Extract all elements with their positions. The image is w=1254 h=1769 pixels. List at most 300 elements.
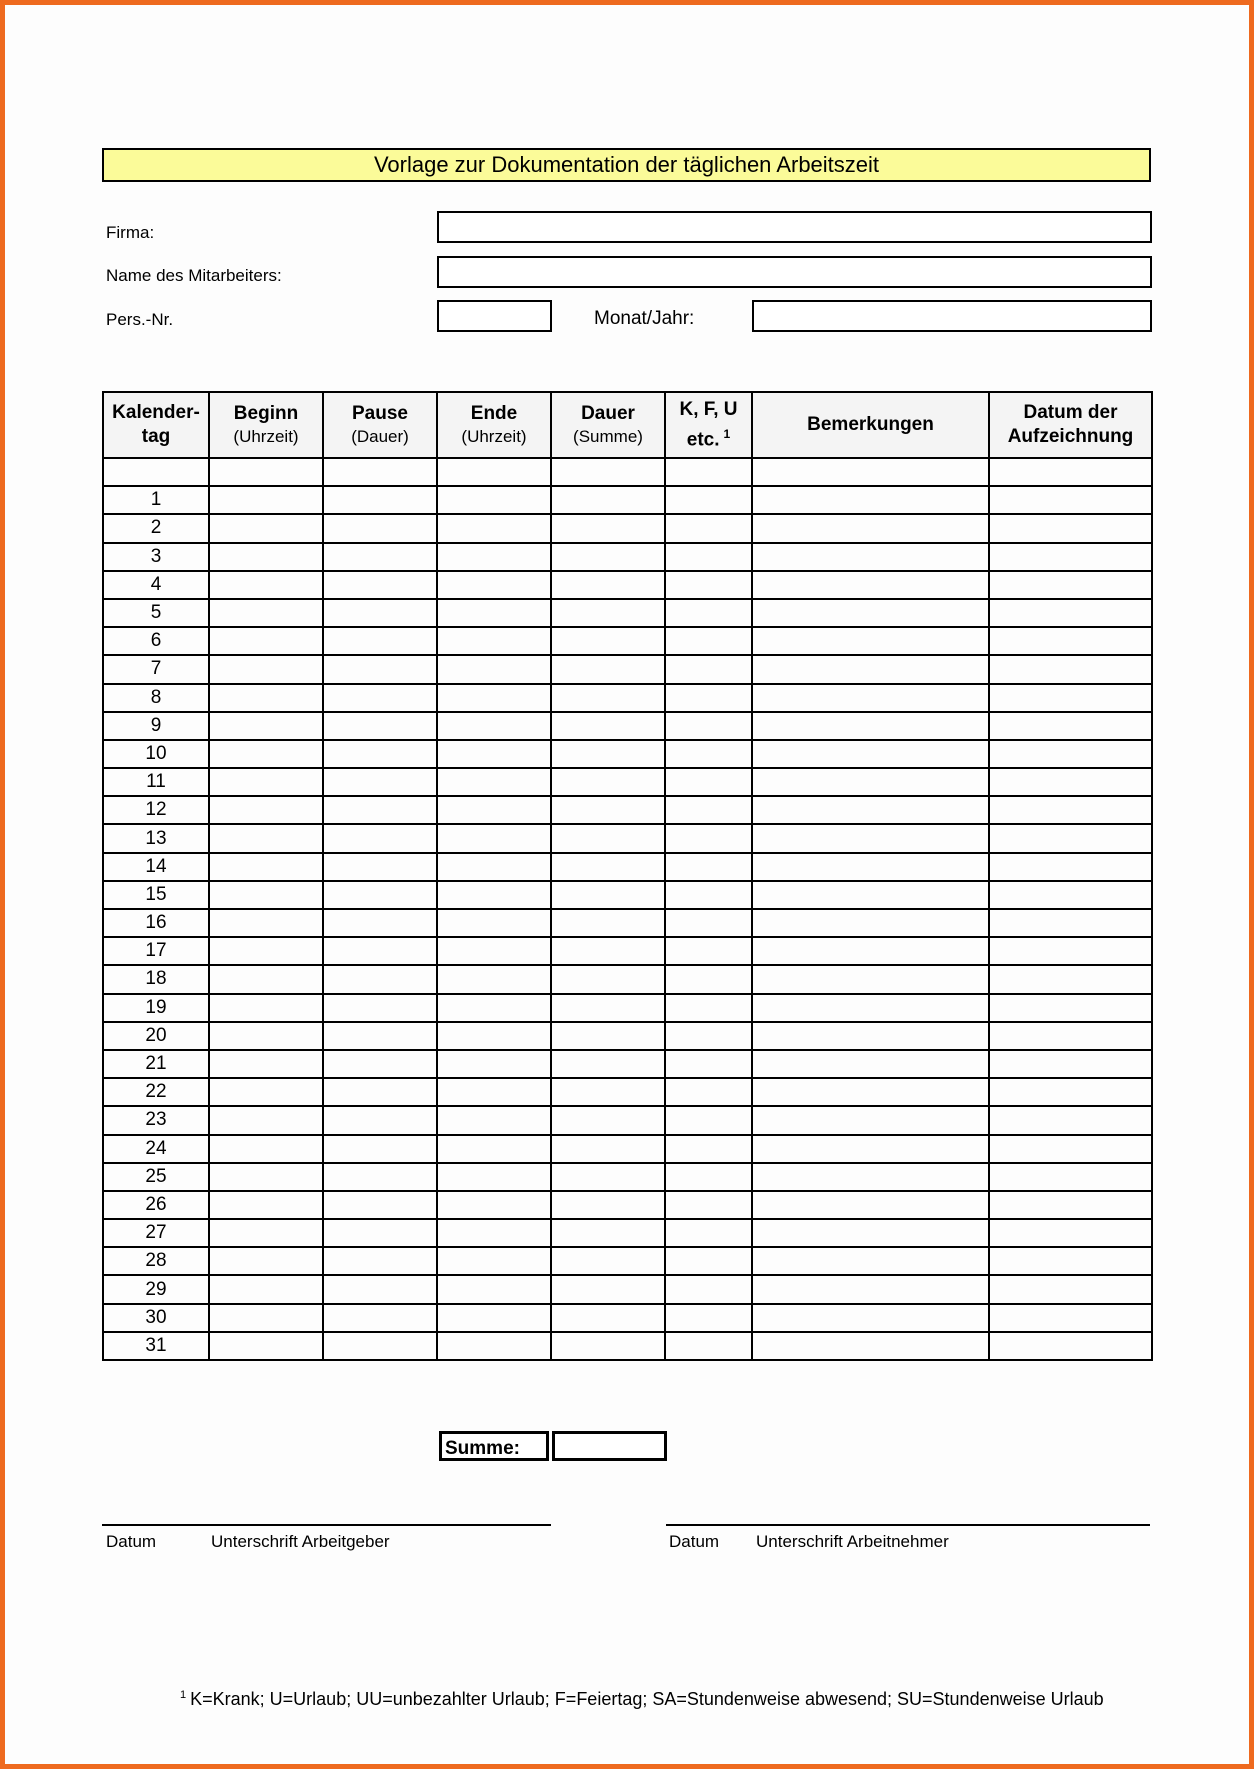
day-cell: 13 xyxy=(103,824,209,852)
entry-cell[interactable] xyxy=(752,1050,989,1078)
entry-cell[interactable] xyxy=(989,655,1152,683)
entry-cell[interactable] xyxy=(437,1191,551,1219)
entry-cell[interactable] xyxy=(752,627,989,655)
table-row xyxy=(103,1304,1152,1332)
entry-cell[interactable] xyxy=(323,543,437,571)
entry-cell[interactable] xyxy=(665,1332,752,1360)
table-row xyxy=(103,1247,1152,1275)
entry-cell[interactable] xyxy=(551,1219,665,1247)
entry-cell[interactable] xyxy=(665,627,752,655)
entry-cell[interactable] xyxy=(437,965,551,993)
table-row xyxy=(103,655,1152,683)
entry-cell[interactable] xyxy=(323,486,437,514)
entry-cell[interactable] xyxy=(209,712,323,740)
entry-cell[interactable] xyxy=(665,599,752,627)
entry-cell[interactable] xyxy=(323,1247,437,1275)
entry-cell[interactable] xyxy=(752,824,989,852)
entry-cell[interactable] xyxy=(437,1219,551,1247)
day-cell: 8 xyxy=(103,684,209,712)
entry-cell[interactable] xyxy=(323,937,437,965)
column-header xyxy=(437,392,551,458)
signature-line-employer xyxy=(102,1524,551,1526)
entry-cell[interactable] xyxy=(551,1050,665,1078)
entry-cell[interactable] xyxy=(437,1163,551,1191)
entry-cell[interactable] xyxy=(665,965,752,993)
day-cell: 25 xyxy=(103,1163,209,1191)
table-row xyxy=(103,768,1152,796)
entry-cell[interactable] xyxy=(752,994,989,1022)
entry-cell[interactable] xyxy=(551,909,665,937)
entry-cell[interactable] xyxy=(209,599,323,627)
entry-cell[interactable] xyxy=(437,1304,551,1332)
entry-cell[interactable] xyxy=(551,768,665,796)
entry-cell[interactable] xyxy=(989,543,1152,571)
table-row xyxy=(103,1050,1152,1078)
entry-cell[interactable] xyxy=(752,599,989,627)
entry-cell[interactable] xyxy=(752,881,989,909)
entry-cell[interactable] xyxy=(665,937,752,965)
entry-cell[interactable] xyxy=(665,1191,752,1219)
entry-cell[interactable] xyxy=(665,881,752,909)
entry-cell[interactable] xyxy=(989,1247,1152,1275)
entry-cell[interactable] xyxy=(323,458,437,486)
entry-cell[interactable] xyxy=(437,1135,551,1163)
entry-cell[interactable] xyxy=(989,458,1152,486)
column-header xyxy=(989,392,1152,458)
entry-cell[interactable] xyxy=(209,1163,323,1191)
entry-cell[interactable] xyxy=(437,1332,551,1360)
entry-cell[interactable] xyxy=(665,514,752,542)
entry-cell[interactable] xyxy=(989,824,1152,852)
entry-cell[interactable] xyxy=(209,796,323,824)
table-row xyxy=(103,712,1152,740)
day-cell: 17 xyxy=(103,937,209,965)
column-header-main: Dauer xyxy=(581,403,635,424)
entry-cell[interactable] xyxy=(323,994,437,1022)
entry-cell[interactable] xyxy=(323,768,437,796)
entry-cell[interactable] xyxy=(551,1247,665,1275)
entry-cell[interactable] xyxy=(551,1022,665,1050)
entry-cell[interactable] xyxy=(551,543,665,571)
entry-cell[interactable] xyxy=(209,1304,323,1332)
entry-cell[interactable] xyxy=(665,712,752,740)
day-cell: 7 xyxy=(103,655,209,683)
entry-cell[interactable] xyxy=(437,458,551,486)
entry-cell[interactable] xyxy=(989,514,1152,542)
entry-cell[interactable] xyxy=(752,571,989,599)
entry-cell[interactable] xyxy=(551,684,665,712)
table-row xyxy=(103,458,1152,486)
entry-cell[interactable] xyxy=(551,655,665,683)
day-cell: 5 xyxy=(103,599,209,627)
entry-cell[interactable] xyxy=(752,853,989,881)
entry-cell[interactable] xyxy=(551,1078,665,1106)
entry-cell[interactable] xyxy=(551,994,665,1022)
column-header-main: Beginn xyxy=(233,403,299,424)
summe-label: Summe: xyxy=(439,1431,549,1461)
entry-cell[interactable] xyxy=(665,824,752,852)
table-row xyxy=(103,543,1152,571)
entry-cell[interactable] xyxy=(209,1050,323,1078)
entry-cell[interactable] xyxy=(551,571,665,599)
entry-cell[interactable] xyxy=(665,796,752,824)
entry-cell[interactable] xyxy=(209,937,323,965)
entry-cell[interactable] xyxy=(437,740,551,768)
column-header xyxy=(752,392,989,458)
entry-cell[interactable] xyxy=(551,824,665,852)
day-cell: 19 xyxy=(103,994,209,1022)
entry-cell[interactable] xyxy=(209,1078,323,1106)
entry-cell[interactable] xyxy=(323,1106,437,1134)
persnr-field[interactable] xyxy=(437,300,552,332)
entry-cell[interactable] xyxy=(209,909,323,937)
entry-cell[interactable] xyxy=(437,994,551,1022)
entry-cell[interactable] xyxy=(209,881,323,909)
table-row xyxy=(103,965,1152,993)
entry-cell[interactable] xyxy=(437,543,551,571)
entry-cell[interactable] xyxy=(989,486,1152,514)
column-header xyxy=(323,392,437,458)
entry-cell[interactable] xyxy=(665,458,752,486)
employer-signature-label: Unterschrift Arbeitgeber xyxy=(211,1532,390,1551)
entry-cell[interactable] xyxy=(665,655,752,683)
entry-cell[interactable] xyxy=(665,684,752,712)
entry-cell[interactable] xyxy=(752,1275,989,1303)
table-row xyxy=(103,486,1152,514)
entry-cell[interactable] xyxy=(209,1219,323,1247)
entry-cell[interactable] xyxy=(665,1022,752,1050)
entry-cell[interactable] xyxy=(323,1275,437,1303)
table-row xyxy=(103,1135,1152,1163)
entry-cell[interactable] xyxy=(323,1078,437,1106)
column-header-sub: (Summe) xyxy=(573,427,643,446)
column-header-main: Ende xyxy=(470,403,518,424)
entry-cell[interactable] xyxy=(323,881,437,909)
entry-cell[interactable] xyxy=(989,768,1152,796)
day-cell: 3 xyxy=(103,543,209,571)
entry-cell[interactable] xyxy=(209,627,323,655)
entry-cell[interactable] xyxy=(551,599,665,627)
entry-cell[interactable] xyxy=(551,458,665,486)
entry-cell[interactable] xyxy=(209,853,323,881)
day-cell: 12 xyxy=(103,796,209,824)
entry-cell[interactable] xyxy=(209,1022,323,1050)
entry-cell[interactable] xyxy=(209,543,323,571)
entry-cell[interactable] xyxy=(752,1106,989,1134)
entry-cell[interactable] xyxy=(665,1219,752,1247)
entry-cell[interactable] xyxy=(989,1135,1152,1163)
entry-cell[interactable] xyxy=(989,796,1152,824)
entry-cell[interactable] xyxy=(323,514,437,542)
entry-cell[interactable] xyxy=(437,655,551,683)
entry-cell[interactable] xyxy=(989,599,1152,627)
entry-cell[interactable] xyxy=(437,796,551,824)
table-row xyxy=(103,824,1152,852)
entry-cell[interactable] xyxy=(665,543,752,571)
entry-cell[interactable] xyxy=(437,937,551,965)
entry-cell[interactable] xyxy=(752,543,989,571)
entry-cell[interactable] xyxy=(752,1022,989,1050)
column-header-main: K, F, U xyxy=(679,398,738,420)
day-cell: 11 xyxy=(103,768,209,796)
entry-cell[interactable] xyxy=(752,937,989,965)
entry-cell[interactable] xyxy=(551,627,665,655)
entry-cell[interactable] xyxy=(437,712,551,740)
entry-cell[interactable] xyxy=(323,1332,437,1360)
column-header xyxy=(103,392,209,458)
entry-cell[interactable] xyxy=(665,853,752,881)
table-row xyxy=(103,1106,1152,1134)
entry-cell[interactable] xyxy=(665,1247,752,1275)
entry-cell[interactable] xyxy=(209,740,323,768)
entry-cell[interactable] xyxy=(551,1191,665,1219)
entry-cell[interactable] xyxy=(551,486,665,514)
name-field[interactable] xyxy=(437,256,1152,288)
entry-cell[interactable] xyxy=(323,824,437,852)
entry-cell[interactable] xyxy=(665,1078,752,1106)
entry-cell[interactable] xyxy=(989,1163,1152,1191)
entry-cell[interactable] xyxy=(752,768,989,796)
entry-cell[interactable] xyxy=(437,881,551,909)
entry-cell[interactable] xyxy=(551,796,665,824)
entry-cell[interactable] xyxy=(551,1332,665,1360)
entry-cell[interactable] xyxy=(665,994,752,1022)
employee-signature-label: Unterschrift Arbeitnehmer xyxy=(756,1532,949,1551)
entry-cell[interactable] xyxy=(752,1219,989,1247)
entry-cell[interactable] xyxy=(989,740,1152,768)
entry-cell[interactable] xyxy=(551,1163,665,1191)
entry-cell[interactable] xyxy=(989,627,1152,655)
entry-cell[interactable] xyxy=(323,1050,437,1078)
employee-date-label: Datum xyxy=(669,1532,720,1551)
day-cell: 2 xyxy=(103,514,209,542)
entry-cell[interactable] xyxy=(989,1191,1152,1219)
day-cell: 9 xyxy=(103,712,209,740)
entry-cell[interactable] xyxy=(209,1332,323,1360)
entry-cell[interactable] xyxy=(437,1275,551,1303)
page-title: Vorlage zur Dokumentation der täglichen Arbeitszeit xyxy=(102,148,1151,182)
entry-cell[interactable] xyxy=(323,1304,437,1332)
entry-cell[interactable] xyxy=(989,1275,1152,1303)
entry-cell[interactable] xyxy=(551,937,665,965)
entry-cell[interactable] xyxy=(665,1304,752,1332)
entry-cell[interactable] xyxy=(209,684,323,712)
day-cell: 31 xyxy=(103,1332,209,1360)
entry-cell[interactable] xyxy=(323,684,437,712)
entry-cell[interactable] xyxy=(665,909,752,937)
entry-cell[interactable] xyxy=(989,1078,1152,1106)
entry-cell[interactable] xyxy=(752,486,989,514)
entry-cell[interactable] xyxy=(323,599,437,627)
entry-cell[interactable] xyxy=(323,627,437,655)
entry-cell[interactable] xyxy=(323,796,437,824)
name-label: Name des Mitarbeiters: xyxy=(106,266,282,285)
entry-cell[interactable] xyxy=(665,1275,752,1303)
entry-cell[interactable] xyxy=(323,853,437,881)
day-cell: 6 xyxy=(103,627,209,655)
entry-cell[interactable] xyxy=(209,1135,323,1163)
entry-cell[interactable] xyxy=(437,1050,551,1078)
column-header-main: Pause xyxy=(352,403,408,424)
entry-cell[interactable] xyxy=(752,1078,989,1106)
entry-cell[interactable] xyxy=(437,684,551,712)
entry-cell[interactable] xyxy=(752,965,989,993)
entry-cell[interactable] xyxy=(551,712,665,740)
entry-cell[interactable] xyxy=(989,1304,1152,1332)
entry-cell[interactable] xyxy=(437,853,551,881)
entry-cell[interactable] xyxy=(752,1304,989,1332)
entry-cell[interactable] xyxy=(551,1135,665,1163)
entry-cell[interactable] xyxy=(323,1191,437,1219)
table-row xyxy=(103,684,1152,712)
entry-cell[interactable] xyxy=(989,1219,1152,1247)
entry-cell[interactable] xyxy=(323,712,437,740)
table-row xyxy=(103,909,1152,937)
entry-cell[interactable] xyxy=(551,1106,665,1134)
entry-cell[interactable] xyxy=(752,1163,989,1191)
day-cell: 18 xyxy=(103,965,209,993)
entry-cell[interactable] xyxy=(323,740,437,768)
entry-cell[interactable] xyxy=(209,768,323,796)
entry-cell[interactable] xyxy=(437,514,551,542)
entry-cell[interactable] xyxy=(437,1247,551,1275)
day-cell: 10 xyxy=(103,740,209,768)
day-cell: 30 xyxy=(103,1304,209,1332)
table-row xyxy=(103,740,1152,768)
entry-cell[interactable] xyxy=(551,853,665,881)
entry-cell[interactable] xyxy=(551,881,665,909)
entry-cell[interactable] xyxy=(989,1050,1152,1078)
entry-cell[interactable] xyxy=(323,909,437,937)
entry-cell[interactable] xyxy=(752,458,989,486)
entry-cell[interactable] xyxy=(209,1106,323,1134)
column-header-sub: etc. xyxy=(686,429,720,451)
entry-cell[interactable] xyxy=(437,909,551,937)
entry-cell[interactable] xyxy=(323,655,437,683)
entry-cell[interactable] xyxy=(551,1304,665,1332)
entry-cell[interactable] xyxy=(752,655,989,683)
entry-cell[interactable] xyxy=(989,937,1152,965)
entry-cell[interactable] xyxy=(551,740,665,768)
entry-cell[interactable] xyxy=(323,965,437,993)
entry-cell[interactable] xyxy=(665,486,752,514)
persnr-label: Pers.-Nr. xyxy=(106,310,174,329)
entry-cell[interactable] xyxy=(209,994,323,1022)
entry-cell[interactable] xyxy=(989,909,1152,937)
time-table xyxy=(102,391,1153,1361)
monat-field[interactable] xyxy=(752,300,1152,332)
entry-cell[interactable] xyxy=(209,1275,323,1303)
column-header-main: Kalender- xyxy=(112,402,200,423)
day-cell: 1 xyxy=(103,486,209,514)
entry-cell[interactable] xyxy=(989,994,1152,1022)
day-cell: 14 xyxy=(103,853,209,881)
day-cell: 16 xyxy=(103,909,209,937)
table-row xyxy=(103,627,1152,655)
table-row xyxy=(103,1332,1152,1360)
entry-cell[interactable] xyxy=(665,1163,752,1191)
entry-cell[interactable] xyxy=(209,458,323,486)
entry-cell[interactable] xyxy=(323,571,437,599)
entry-cell[interactable] xyxy=(323,1219,437,1247)
entry-cell[interactable] xyxy=(551,965,665,993)
day-cell: 4 xyxy=(103,571,209,599)
entry-cell[interactable] xyxy=(752,909,989,937)
firma-field[interactable] xyxy=(437,211,1152,243)
entry-cell[interactable] xyxy=(323,1135,437,1163)
entry-cell[interactable] xyxy=(209,1191,323,1219)
entry-cell[interactable] xyxy=(665,1050,752,1078)
entry-cell[interactable] xyxy=(752,514,989,542)
table-row xyxy=(103,1078,1152,1106)
entry-cell[interactable] xyxy=(209,486,323,514)
entry-cell[interactable] xyxy=(437,1106,551,1134)
entry-cell[interactable] xyxy=(989,1106,1152,1134)
entry-cell[interactable] xyxy=(437,571,551,599)
entry-cell[interactable] xyxy=(989,965,1152,993)
entry-cell[interactable] xyxy=(551,514,665,542)
entry-cell[interactable] xyxy=(209,824,323,852)
entry-cell[interactable] xyxy=(437,486,551,514)
entry-cell[interactable] xyxy=(752,1191,989,1219)
table-row xyxy=(103,994,1152,1022)
entry-cell[interactable] xyxy=(437,627,551,655)
column-header xyxy=(209,392,323,458)
entry-cell[interactable] xyxy=(989,1022,1152,1050)
column-header-sub: Aufzeichnung xyxy=(1007,426,1134,447)
entry-cell[interactable] xyxy=(437,1078,551,1106)
entry-cell[interactable] xyxy=(752,684,989,712)
entry-cell[interactable] xyxy=(437,599,551,627)
table-row xyxy=(103,571,1152,599)
summe-field[interactable] xyxy=(552,1431,667,1461)
entry-cell[interactable] xyxy=(665,571,752,599)
entry-cell[interactable] xyxy=(209,514,323,542)
entry-cell[interactable] xyxy=(665,1135,752,1163)
entry-cell[interactable] xyxy=(989,712,1152,740)
entry-cell[interactable] xyxy=(437,824,551,852)
entry-cell[interactable] xyxy=(752,1332,989,1360)
entry-cell[interactable] xyxy=(437,1022,551,1050)
entry-cell[interactable] xyxy=(989,1332,1152,1360)
entry-cell[interactable] xyxy=(989,684,1152,712)
entry-cell[interactable] xyxy=(209,1247,323,1275)
entry-cell[interactable] xyxy=(323,1022,437,1050)
entry-cell[interactable] xyxy=(551,1275,665,1303)
entry-cell[interactable] xyxy=(209,655,323,683)
entry-cell[interactable] xyxy=(752,712,989,740)
entry-cell[interactable] xyxy=(665,1106,752,1134)
entry-cell[interactable] xyxy=(665,740,752,768)
entry-cell[interactable] xyxy=(665,768,752,796)
firma-label: Firma: xyxy=(106,223,155,242)
entry-cell[interactable] xyxy=(209,965,323,993)
entry-cell[interactable] xyxy=(323,1163,437,1191)
entry-cell[interactable] xyxy=(752,1135,989,1163)
entry-cell[interactable] xyxy=(752,796,989,824)
entry-cell[interactable] xyxy=(989,853,1152,881)
entry-cell[interactable] xyxy=(752,1247,989,1275)
entry-cell[interactable] xyxy=(752,740,989,768)
entry-cell[interactable] xyxy=(437,768,551,796)
table-row xyxy=(103,1022,1152,1050)
entry-cell[interactable] xyxy=(209,571,323,599)
table-row xyxy=(103,796,1152,824)
day-cell: 28 xyxy=(103,1247,209,1275)
column-header-sub: tag xyxy=(141,426,171,447)
entry-cell[interactable] xyxy=(989,571,1152,599)
entry-cell[interactable] xyxy=(989,881,1152,909)
